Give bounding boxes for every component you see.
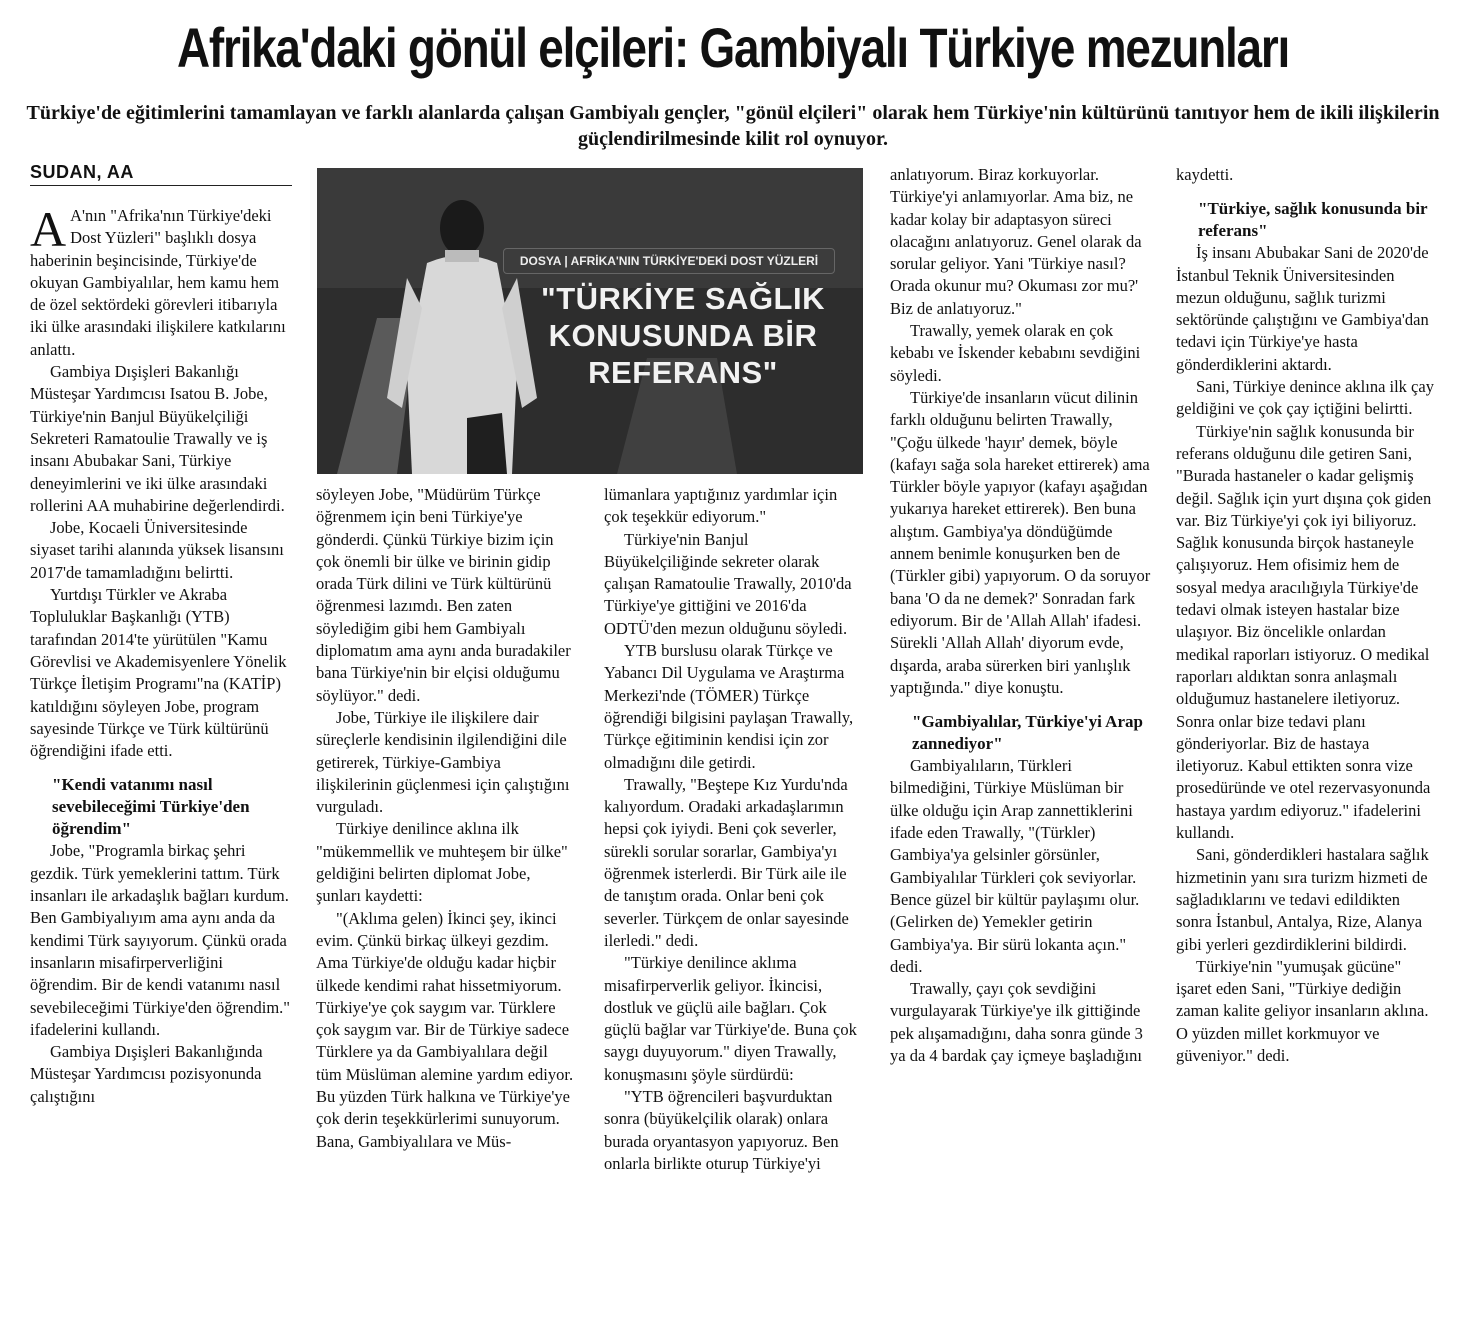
paragraph: Türkiye'de insanların vücut dilinin farklı olduğunu belirten Trawally, "Çoğu ülkede 'hayır' demek, böyle (kafayı sağa sola hareket ettirerek) ama Türkler böyle yapıyor (kafayı aşağıdan yukarıya hareket ettirerek). Ben buna alıştım. Gambiya'ya döndüğümde annem benimle konuşurken ben de (Türkler gibi) yapıyorum. O da soruyor bana 'O da ne demek?' Sonradan fark ediyorum. Bir de 'Allah Allah' ifadesi. Sürekli 'Allah Allah' diyorum evde, dışarda, araba sürerken biri yanlışlık yaptığında." diye konuştu. [890,387,1151,697]
column-3 [604,484,862,1175]
paragraph: "YTB öğrencileri başvurduktan sonra (büyükelçilik olarak) onlara burada oryantasyon yapıyoruz. Ben onlarla birlikte oturup Türkiye'yi [604,1087,839,1173]
paragraph: Trawally, çayı çok sevdiğini vurgulayarak Türkiye'ye ilk gittiğinde pek alışamadığını, daha sonra günde 3 ya da 4 bardak çay içmeye başladığını [890,979,1143,1065]
paragraph: Yurtdışı Türkler ve Akraba Topluluklar Başkanlığı (YTB) tarafından 2014'te yürütülen "Kamu Görevlisi ve Akademisyenlere Yönelik Türkçe İletişim Programı"na (KATİP) katıldığını söyleyen Jobe, program sayesinde Türkçe ve Türk kültürünü öğrendiğini ifade etti. [30,585,287,761]
paragraph: anlatıyorum. Biraz korkuyorlar. Türkiye'yi anlamıyorlar. Ama biz, ne kadar kolay bir adaptasyon süreci olacağını anlatıyoruz. Genel olarak da sorular geliyor. Yani 'Türkiye nasıl? Orada okunur mu? Okuması zor mu?' Biz de anlatıyoruz." [890,165,1142,318]
paragraph: YTB burslusu olarak Türkçe ve Yabancı Dil Uygulama ve Araştırma Merkezi'nde (TÖMER) Türkçe öğrendiği bilgisini paylaşan Trawally, Türkçe eğitiminin kendisi için zor olmadığını dile getirdi. [604,641,854,772]
byline: SUDAN, AA [30,161,292,186]
paragraph: Jobe, "Programla birkaç şehri gezdik. Türk yemeklerini tattım. Türk insanları ile arkadaşlık bağları kurdum. Ben Gambiyalıyım ama aynı anda da kendimi Türk sayıyorum. Çünkü orada insanların misafirperverliğini öğrendim. Bir de kendi vatanımı nasıl sevebileceğimi Türkiye'den öğrendim." ifadelerini kullandı. [30,841,291,1039]
paragraph: söyleyen Jobe, "Müdürüm Türkçe öğrenmem için beni Türkiye'ye gönderdi. Çünkü Türkiye bizim için çok önemli bir ülke ve birinin gidip orada Türk dilini ve Türk kültürünü öğrenmesi lazımdı. Ben zaten söylediğim gibi hem Gambiyalı diplomatım ama aynı anda buradakiler bana Türkiye'nin bir elçisi olduğumu söylüyor." dedi. [316,485,571,705]
column-2 [316,484,574,1153]
headline: Afrika'daki gönül elçileri: Gambiyalı Türkiye mezunları [176,16,1290,79]
paragraph: Trawally, yemek olarak en çok kebabı ve İskender kebabını sevdiğini söyledi. [890,321,1141,385]
paragraph: Türkiye denilince aklına ilk "mükemmellik ve muhteşem bir ülke" geldiğini belirten diplomat Jobe, şunları kaydetti: [316,819,568,906]
article-photo [317,168,863,474]
paragraph: lümanlara yaptığınız yardımlar için çok teşekkür ediyorum." [604,485,838,527]
paragraph: Trawally, "Beştepe Kız Yurdu'nda kalıyordum. Oradaki arkadaşlarımın hepsi çok iyiydi. Beni çok severler, sürekli sorular sorarlar, Gambiya'yı öğrenmek isterlerdi. Bir Türk aile ile de tanıştım orada. Onlar beni çok severler. Türkçem de onlar sayesinde ilerledi." dedi. [604,774,849,950]
paragraph: Türkiye'nin Banjul Büyükelçiliğinde sekreter olarak çalışan Ramatoulie Trawally, 2010'da Türkiye'ye gittiğini ve 2016'da ODTÜ'den mezun olduğunu söyledi. [604,529,852,638]
paragraph: Gambiya Dışişleri Bakanlığı Müsteşar Yardımcısı Isatou B. Jobe, Türkiye'nin Banjul Büyükelçiliği Sekreteri Ramatoulie Trawally ve iş insanı Abubakar Sani, Türkiye deneyimlerini ve iki ülke arasındaki rollerini AA muhabirine değerlendirdi. [30,362,285,515]
drop-cap: A [30,201,67,257]
paragraph: Gambiya Dışişleri Bakanlığında Müsteşar Yardımcısı pozisyonunda çalıştığını [30,1042,263,1106]
subheading: "Türkiye, sağlık konusunda bir referans" [1198,199,1428,241]
paragraph: Türkiye'nin sağlık konusunda bir referans olduğunu dile getiren Sani, "Burada hastaneler o kadar gelişmiş değil. Sağlık için yurt dışına çok giden var. Biz Türkiye'yi çok iyi biliyoruz. Sağlık konusunda birçok hastaneyle çalışıyoruz. Hem ofisimiz hem de sosyal medya aracılığıyla Türkiye'de tedavi olmak isteyen hastalar bize ulaşıyor. Biz öncelikle onlardan medikal raporları istiyoruz. O medikal raporları aldıktan sonra anlaşmalı olduğumuz hastanelere iletiyoruz. Sonra onlar bize tedavi planı gönderiyorlar. Biz de hastaya iletiyoruz. Kabul ettikten sonra vize prosedüründe ve otel rezervasyonunda hastaya yardım ediyoruz." ifadelerini kullandı. [1176,421,1432,843]
paragraph: Jobe, Türkiye ile ilişkilere dair süreçlerle kendisinin ilgilendiğini dile getirerek, Türkiye-Gambiya ilişkilerinin güçlenmesi için çalıştığını vurguladı. [316,707,570,817]
paragraph: "Türkiye denilince aklıma misafirperverlik geliyor. İkincisi, dostluk ve güçlü aile bağları. Çok güçlü bağlar var Türkiye'de. Buna çok saygı duyuyorum." diyen Trawally, konuşmasını şöyle sürdürdü: [604,953,857,1084]
paragraph: Sani, gönderdikleri hastalara sağlık hizmetinin yanı sıra turizm hizmeti de sağladıklarını ve tedavi edildikten sonra İstanbul, Antalya, Rize, Alanya gibi yerleri gezdirdiklerini bildirdi. [1176,845,1429,954]
paragraph: A A'nın "Afrika'nın Türkiye'deki Dost Yüzleri" başlıklı dosya haberinin beşincisinde, Türkiye'de okuyan Gambiyalılar, hem kamu hem de özel sektördeki görevleri itibarıyla iki ülke arasındaki ilişkilere katkılarını anlattı. [30,201,286,359]
subtitle: Türkiye'de eğitimlerini tamamlayan ve farklı alanlarda çalışan Gambiyalı gençler, "gönül elçileri" olarak hem Türkiye'nin kültürünü tanıtıyor hem de ikili ilişkilerin güçlendirilmesinde kilit rol oynuyor. [26,102,1440,150]
photo-quote: "TÜRKİYE SAĞLIK KONUSUNDA BİR REFERANS" [541,281,825,390]
column-4 [890,164,1152,1067]
paragraph: Jobe, Kocaeli Üniversitesinde siyaset tarihi alanında yüksek lisansını 2017'de tamamladığını belirtti. [30,518,284,582]
paragraph: kaydetti. [1176,165,1234,184]
subheading: "Kendi vatanımı nasıl sevebileceğimi Türkiye'den öğrendim" [52,775,250,839]
paragraph: Gambiyalıların, Türkleri bilmediğini, Türkiye Müslüman bir ülke olduğu için Arap zannettiklerini ifade eden Trawally, "(Türkler) Gambiya'ya gelsinler görsünler, Gambiyalılar Türkleri çok seviyorlar. Bence güzel bir kültür paylaşımı olur. (Gelirken de) Yemekler getirin Gambiya'ya. Bir sürü lokanta açın." dedi. [890,756,1140,976]
photo-series-tag: DOSYA | AFRİKA'NIN TÜRKİYE'DEKİ DOST YÜZLERİ [503,248,835,274]
paragraph: İş insanı Abubakar Sani de 2020'de İstanbul Teknik Üniversitesinden mezun olduğunu, sağlık turizmi sektöründe çalıştığını ve Gambiya'dan tedavi için Türkiye'ye hasta gönderdiklerini aktardı. [1176,243,1429,374]
subheading: "Gambiyalılar, Türkiye'yi Arap zannediyor" [912,712,1143,754]
paragraph: "(Aklıma gelen) İkinci şey, ikinci evim. Çünkü birkaç ülkeyi gezdim. Ama Türkiye'de olduğu kadar hiçbir ülkede kendimi rahat hissetmiyorum. Türkiye'ye çok saygım var. Türklere çok saygım var. Bir de Türkiye sadece Türklere ya da Gambiyalılara değil tüm Müslüman alemine yardım ediyor. Bu yüzden Türk halkına ve Türkiye'ye çok derin teşekkürlerimi sunuyorum. Bana, Gambiyalılara ve Müs- [316,908,574,1151]
column-5 [1176,164,1438,1067]
paragraph: Sani, Türkiye denince aklına ilk çay geldiğini ve çok çay içtiğini belirtti. [1176,377,1434,419]
column-1 [30,201,292,1108]
paragraph: Türkiye'nin "yumuşak gücüne" işaret eden Sani, "Türkiye dediğin zaman kalite geliyor insanların aklına. O yüzden millet korkmuyor ve güveniyor." dedi. [1176,956,1429,1065]
